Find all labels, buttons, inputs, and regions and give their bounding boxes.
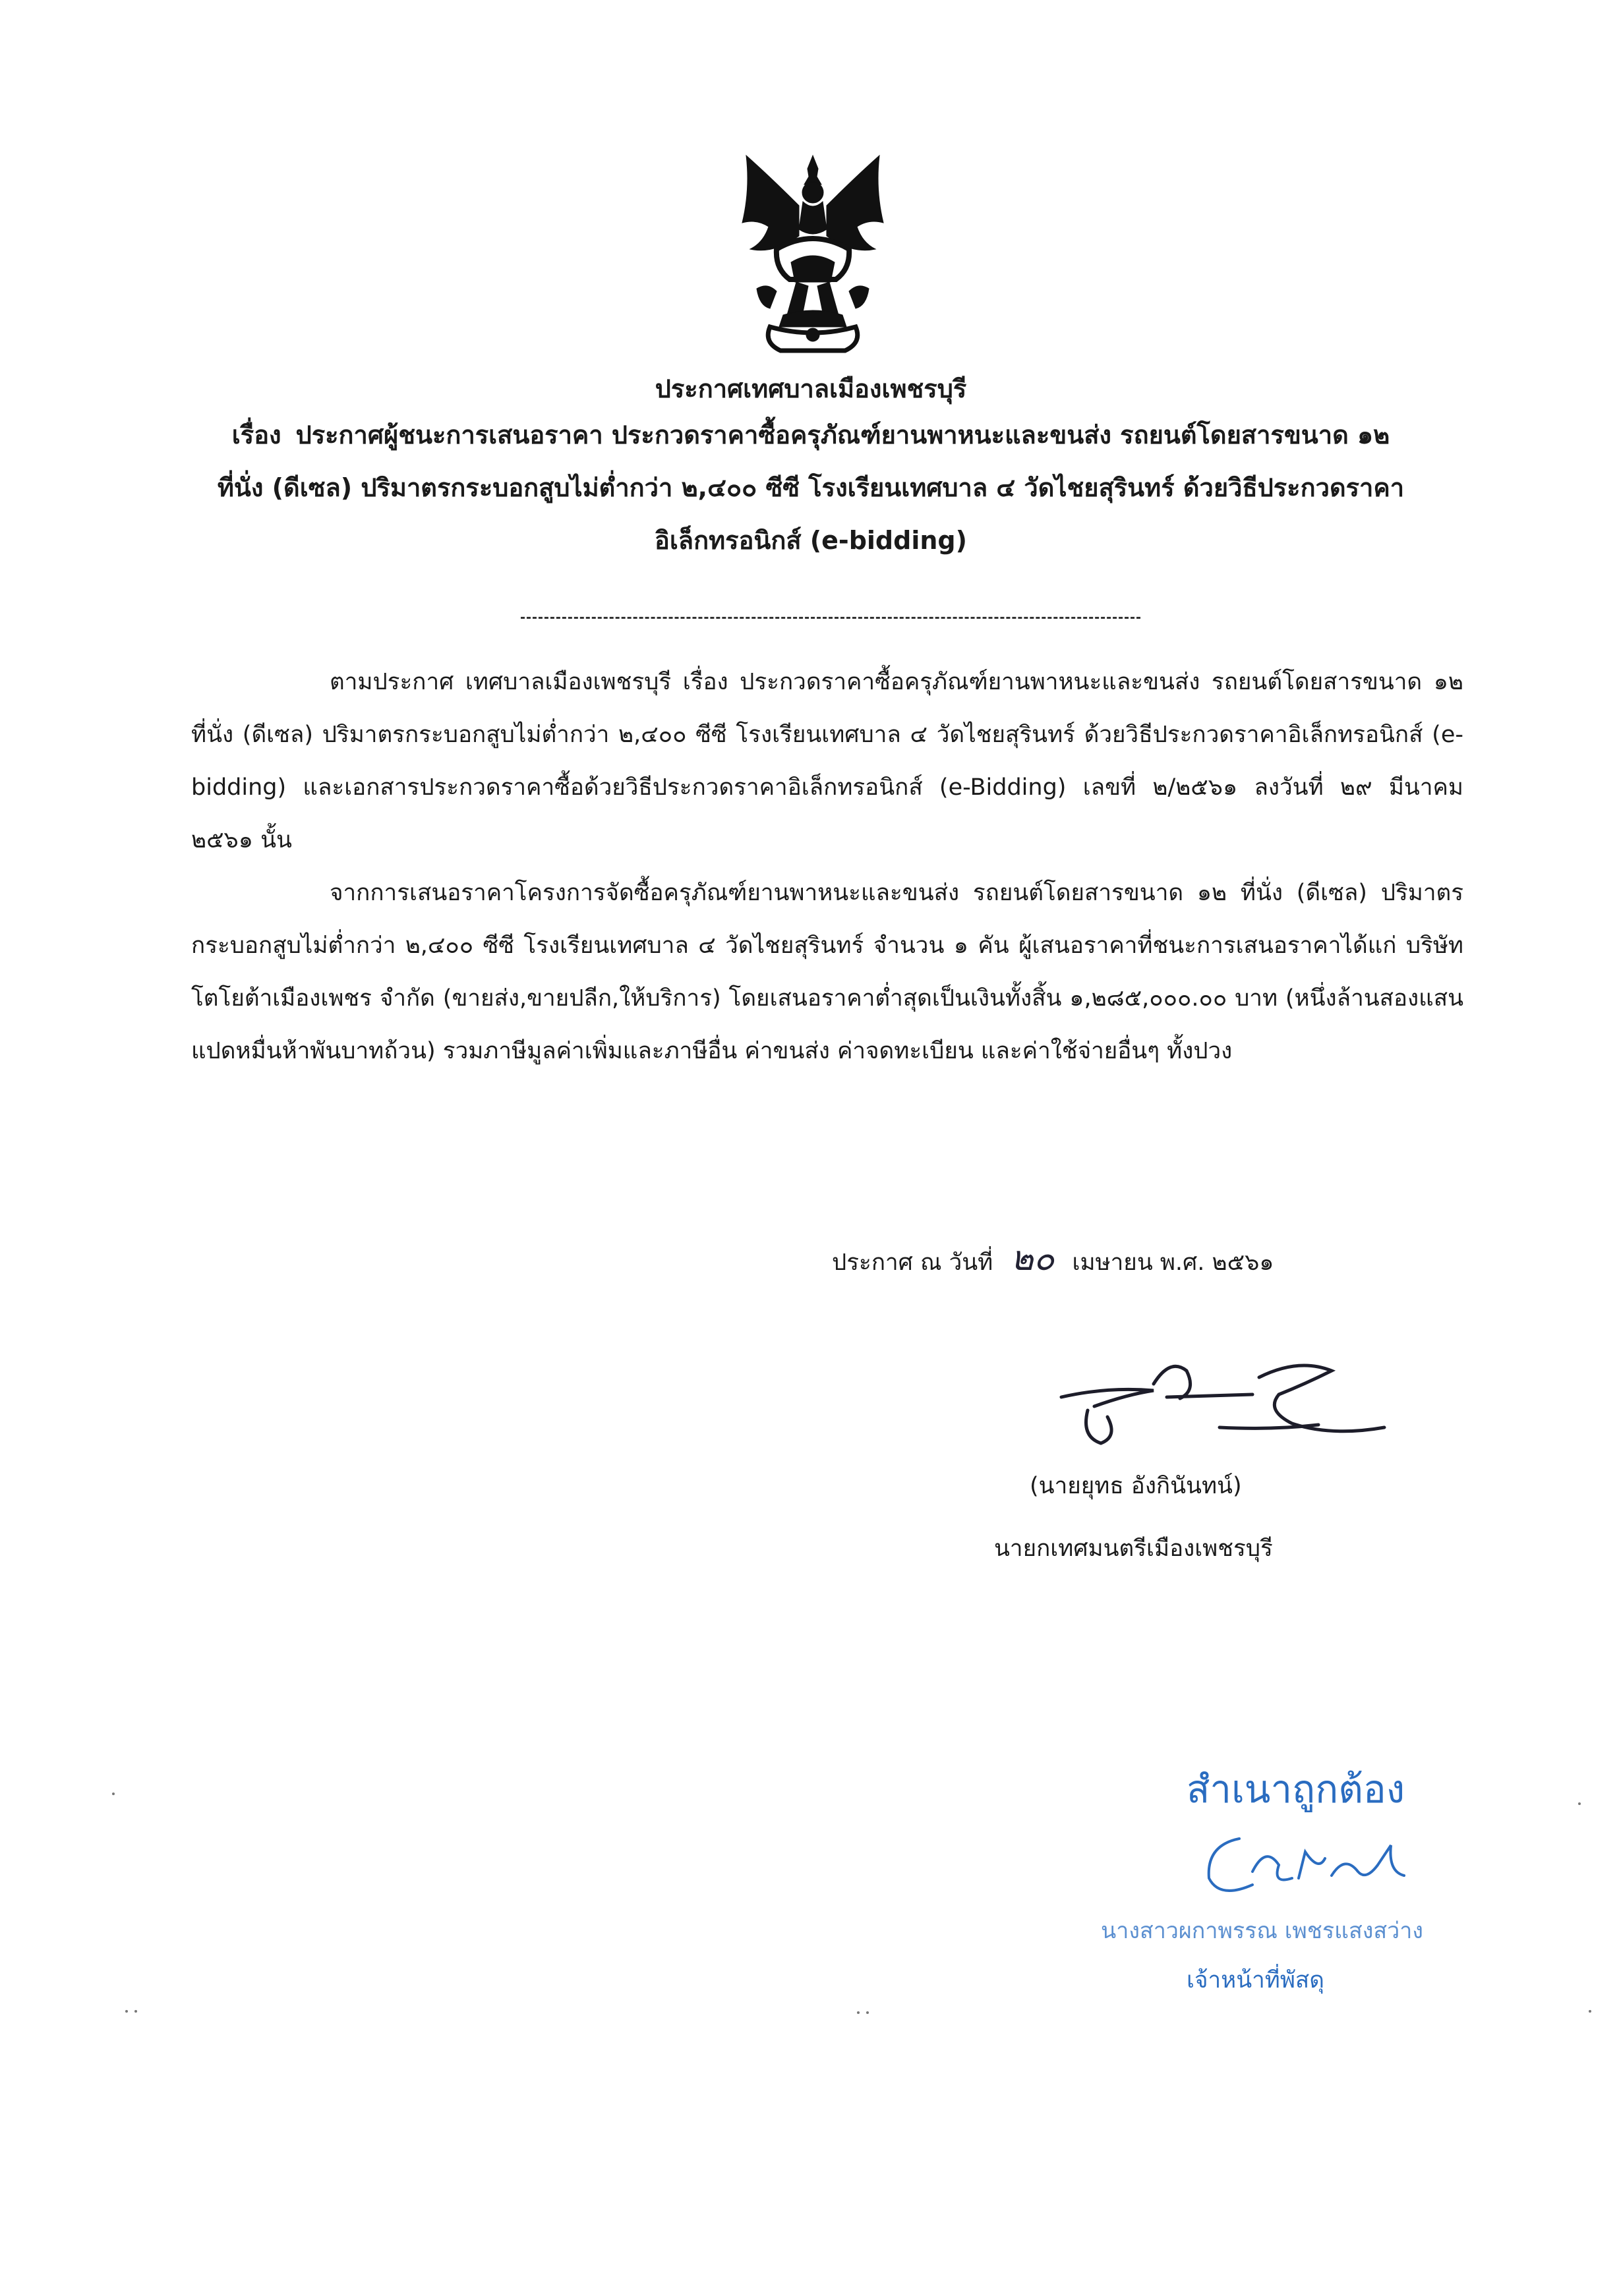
paragraph-2: จากการเสนอราคาโครงการจัดซื้อครุภัณฑ์ยานพาหนะและขนส่ง รถยนต์โดยสารขนาด ๑๒ ที่นั่ง (ดีเซล) ปริมาตรกระบอกสูบไม่ต่ำกว่า ๒,๔๐๐ ซีซี โรงเรียนเทศบาล ๔ วัดไชยสุรินทร์ จำนวน ๑ คัน ผู้เสนอราคาที่ชนะการเสนอราคาได้แก่ บริษัท โตโยต้าเมืองเพชร จำกัด (ขายส่ง,ขายปลีก,ให้บริการ) โดยเสนอราคาต่ำสุดเป็นเงินทั้งสิ้น ๑,๒๘๕,๐๐๐.๐๐ บาท (หนึ่งล้านสองแสนแปดหมื่นห้าพันบาทถ้วน) รวมภาษีมูลค่าเพิ่มและภาษีอื่น ค่าขนส่ง ค่าจดทะเบียน และค่าใช้จ่ายอื่นๆ ทั้งปวง (191, 880, 1463, 1064)
separator-rule (521, 617, 1140, 619)
document-title: ประกาศเทศบาลเมืองเพชรบุรี (655, 374, 967, 403)
title-block (158, 369, 1463, 567)
scan-speck (1589, 2010, 1591, 2013)
scan-speck (1578, 1802, 1581, 1805)
paragraph-1: ตามประกาศ เทศบาลเมืองเพชรบุรี เรื่อง ประกวดราคาซื้อครุภัณฑ์ยานพาหนะและขนส่ง รถยนต์โดยสารขนาด ๑๒ ที่นั่ง (ดีเซล) ปริมาตรกระบอกสูบไม่ต่ำกว่า ๒,๔๐๐ ซีซี โรงเรียนเทศบาล ๔ วัดไชยสุรินทร์ ด้วยวิธีประกวดราคาอิเล็กทรอนิกส์ (e-bidding) และเอกสารประกวดราคาซื้อด้วยวิธีประกวดราคาอิเล็กทรอนิกส์ (e-Bidding) เลขที่ ๒/๒๕๖๑ ลงวันที่ ๒๙ มีนาคม ๒๕๖๑ นั้น (191, 669, 1463, 853)
signer-position: นายกเทศมนตรีเมืองเพชรบุรี (994, 1535, 1273, 1562)
garuda-emblem-icon (730, 150, 895, 360)
announcement-month-year: เมษายน พ.ศ. ๒๕๖๑ (1072, 1249, 1274, 1276)
mayor-signature-icon (1055, 1351, 1398, 1463)
handwritten-day: ๒๐ (1011, 1239, 1055, 1278)
scan-speck (857, 2011, 860, 2014)
body-text (191, 656, 1463, 1077)
subject-text-1: ประกาศผู้ชนะการเสนอราคา ประกวดราคาซื้อครุภัณฑ์ยานพาหนะและขนส่ง รถยนต์โดยสารขนาด ๑๒ (295, 420, 1390, 449)
scan-speck (866, 2011, 869, 2014)
subject-line-2: ที่นั่ง (ดีเซล) ปริมาตรกระบอกสูบไม่ต่ำกว่า ๒,๔๐๐ ซีซี โรงเรียนเทศบาล ๔ วัดไชยสุรินทร์ ด้วยวิธีประกวดราคา (217, 473, 1405, 502)
officer-signature-icon (1193, 1825, 1411, 1905)
certified-copy-title: สำเนาถูกต้อง (1187, 1767, 1405, 1812)
announcement-date (832, 1239, 1425, 1282)
certifier-name: นางสาวผกาพรรณ เพชรแสงสว่าง (1101, 1918, 1423, 1944)
scan-speck (134, 2010, 137, 2013)
subject-label: เรื่อง (231, 420, 281, 449)
subject-line-1 (158, 409, 1463, 461)
certifier-position: เจ้าหน้าที่พัสดุ (1187, 1967, 1325, 1994)
announcement-prefix: ประกาศ ณ วันที่ (832, 1249, 993, 1276)
subject-line-3: อิเล็กทรอนิกส์ (e-bidding) (655, 526, 967, 555)
signer-name: (นายยุทธ อังกินันทน์) (1030, 1473, 1242, 1499)
scan-speck (112, 1793, 115, 1795)
scan-speck (125, 2010, 128, 2013)
